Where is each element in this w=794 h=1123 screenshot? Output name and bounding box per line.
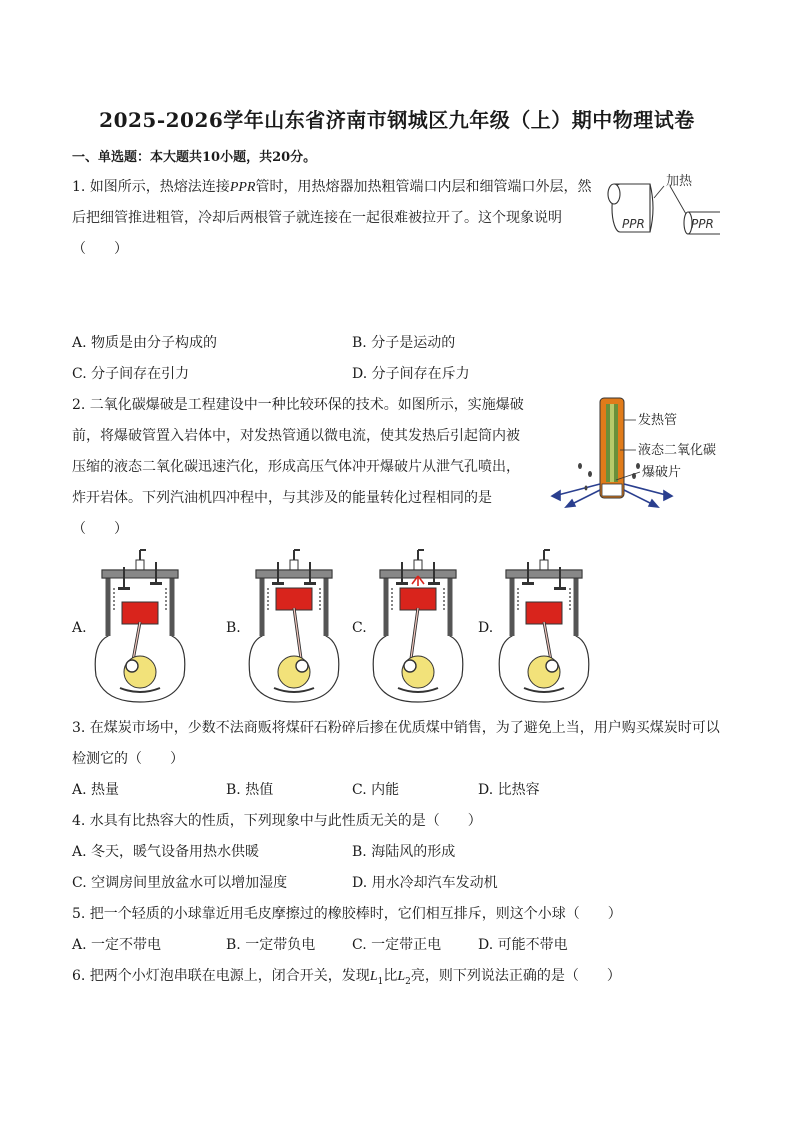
ppr-label-right: PPR	[691, 217, 714, 231]
co2-blasting-tube-figure	[540, 392, 730, 512]
q3-option-b[interactable]: B. 热值	[226, 782, 274, 798]
q6-l1: L	[369, 969, 378, 984]
q4-option-b[interactable]: B. 海陆风的形成	[352, 844, 456, 860]
q4-option-a[interactable]: A. 冬天，暖气设备用热水供暖	[72, 844, 260, 860]
q6-stem-mid: 比	[383, 968, 398, 984]
engine-diagram-b[interactable]	[246, 548, 342, 704]
engine-diagram-d[interactable]	[496, 548, 592, 704]
q1-option-a[interactable]: A. 物质是由分子构成的	[72, 335, 218, 351]
q1-option-b[interactable]: B. 分子是运动的	[352, 335, 456, 351]
q2-option-d-label[interactable]: D.	[478, 620, 494, 636]
q1-option-c[interactable]: C. 分子间存在引力	[72, 366, 190, 382]
q1-stem-post: 管时，用热熔器加热粗管端口内层和细管端口外层，然	[255, 179, 592, 195]
q2-paren: （ ）	[72, 521, 128, 537]
q2-stem-line1: 2. 二氧化碳爆破是工程建设中一种比较环保的技术。如图所示，实施爆破	[72, 397, 524, 413]
q3-option-d[interactable]: D. 比热容	[478, 782, 540, 798]
q6-stem-post: 亮，则下列说法正确的是（ ）	[410, 968, 621, 984]
section-heading: 一、单选题：本大题共10小题，共20分。	[72, 150, 317, 165]
q6-l2-sub: 2	[405, 976, 411, 987]
q1-stem-pre: 1. 如图所示，热熔法连接	[72, 179, 230, 195]
q5-option-c[interactable]: C. 一定带正电	[352, 937, 442, 953]
heat-label: 加热	[666, 174, 693, 189]
burst-disc-label: 爆破片	[642, 465, 682, 480]
q6-stem	[72, 965, 621, 987]
ppr-label-left: PPR	[622, 217, 645, 231]
liquid-co2-label: 液态二氧化碳	[638, 443, 717, 458]
q2-stem-line4: 炸开岩体。下列汽油机四冲程中，与其涉及的能量转化过程相同的是	[72, 490, 492, 506]
page-title: 2025-2026学年山东省济南市钢城区九年级（上）期中物理试卷	[99, 108, 695, 132]
q2-stem-line2: 前，将爆破管置入岩体中，对发热管通以微电流，使其发热后引起筒内被	[72, 428, 520, 444]
q3-stem-line2: 检测它的（ ）	[72, 751, 184, 767]
engine-diagram-a[interactable]	[92, 548, 188, 704]
q3-stem-line1: 3. 在煤炭市场中，少数不法商贩将煤矸石粉碎后掺在优质煤中销售，为了避免上当，用户购买煤炭时可以	[72, 720, 720, 736]
q2-stem-line3: 压缩的液态二氧化碳迅速汽化，形成高压气体冲开爆破片从泄气孔喷出，	[72, 459, 520, 475]
q6-stem-pre: 6. 把两个小灯泡串联在电源上，闭合开关，发现	[72, 968, 370, 984]
ppr-pipe-figure	[600, 170, 724, 240]
q6-l2: L	[397, 969, 406, 984]
engine-diagram-c[interactable]	[370, 548, 466, 704]
q1-stem-line2: 后把细管推进粗管，冷却后两根管子就连接在一起很难被拉开了。这个现象说明	[72, 210, 562, 226]
q6-l1-sub: 1	[377, 976, 384, 987]
q1-paren: （ ）	[72, 241, 128, 257]
heater-tube-label: 发热管	[638, 413, 678, 428]
q2-option-a-label[interactable]: A.	[72, 620, 87, 636]
q3-option-c[interactable]: C. 内能	[352, 782, 400, 798]
q3-option-a[interactable]: A. 热量	[72, 782, 120, 798]
q2-option-b-label[interactable]: B.	[226, 620, 241, 636]
q1-ppr-term: PPR	[229, 180, 256, 195]
q5-option-d[interactable]: D. 可能不带电	[478, 937, 568, 953]
q5-option-b[interactable]: B. 一定带负电	[226, 937, 316, 953]
q1-stem-line1	[72, 176, 591, 196]
q4-option-d[interactable]: D. 用水冷却汽车发动机	[352, 875, 498, 891]
q5-stem: 5. 把一个轻质的小球靠近用毛皮摩擦过的橡胶棒时，它们相互排斥，则这个小球（ ）	[72, 906, 622, 922]
q1-option-d[interactable]: D. 分子间存在斥力	[352, 366, 470, 382]
q2-option-c-label[interactable]: C.	[352, 620, 367, 636]
q4-option-c[interactable]: C. 空调房间里放盆水可以增加湿度	[72, 875, 288, 891]
q5-option-a[interactable]: A. 一定不带电	[72, 937, 162, 953]
q4-stem: 4. 水具有比热容大的性质，下列现象中与此性质无关的是（ ）	[72, 813, 482, 829]
